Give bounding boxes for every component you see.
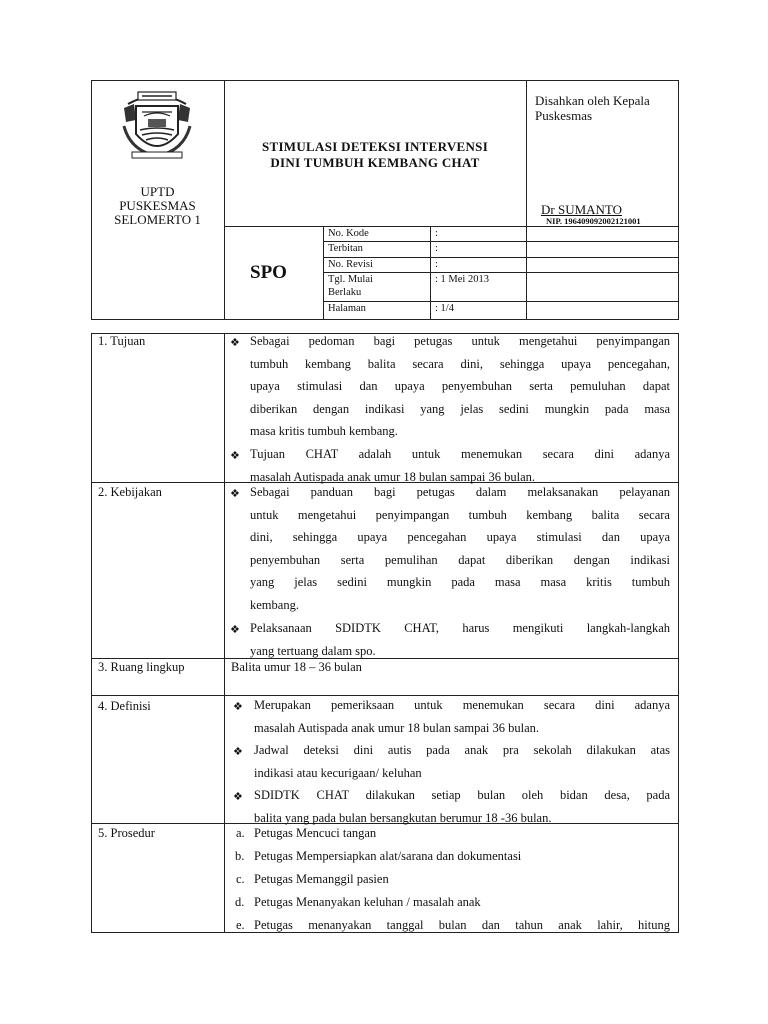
step-marker: b. bbox=[235, 849, 245, 863]
definisi-b1-l2: masalah Autispada anak umur 18 bulan sampai 36 bulan. bbox=[254, 720, 540, 735]
diamond-bullet-icon: ❖ bbox=[233, 746, 243, 758]
meta-value-terbitan: : bbox=[435, 243, 438, 254]
kebijakan-b1-l1: Sebagai panduan bagi petugas dalam melaksanakan pelayanan bbox=[250, 485, 670, 499]
meta-value-halaman: : 1/4 bbox=[435, 303, 454, 314]
step-text: Petugas Mempersiapkan alat/sarana dan dokumentasi bbox=[254, 849, 522, 863]
diamond-bullet-icon: ❖ bbox=[233, 791, 243, 803]
doctor-name: Dr SUMANTO bbox=[541, 202, 623, 217]
kebijakan-b1-l4: penyembuhan serta pemulihan dapat diberikan dengan indikasi bbox=[250, 552, 670, 567]
meta-value-revisi: : bbox=[435, 259, 438, 270]
diamond-bullet-icon: ❖ bbox=[230, 450, 240, 462]
step-text: Petugas Menanyakan keluhan / masalah anak bbox=[254, 895, 481, 909]
meta-label-revisi: No. Revisi bbox=[328, 259, 373, 270]
tujuan-b1-l3: upaya stimulasi dan upaya penyembuhan serta pemuluhan dapat bbox=[250, 379, 670, 393]
definisi-b3-l2: balita yang pada bulan bersangkutan berumur 18 -36 bulan. bbox=[254, 810, 552, 825]
tujuan-b1-l2: tumbuh kembang balita secara dini, sehingga upaya pencegahan, bbox=[250, 356, 670, 371]
step-marker: e. bbox=[236, 918, 245, 932]
tujuan-b1-l1: Sebagai pedoman bagi petugas untuk mengetahui penyimpangan bbox=[250, 334, 670, 348]
kebijakan-b2-l1: Pelaksanaan SDIDTK CHAT, harus mengikuti langkah-langkah bbox=[250, 621, 670, 635]
section-label-ruang: 3. Ruang lingkup bbox=[98, 660, 185, 674]
definisi-bullet-1 bbox=[254, 694, 670, 739]
step-text: Petugas Memanggil pasien bbox=[254, 872, 389, 886]
meta-label-tgl-1: Tgl. Mulai bbox=[328, 274, 373, 285]
doctor-nip: NIP. 196409092002121001 bbox=[546, 216, 641, 226]
puskesmas-logo bbox=[118, 86, 196, 164]
tujuan-bullet-1 bbox=[250, 330, 670, 443]
diamond-bullet-icon: ❖ bbox=[230, 337, 240, 349]
step-text: Petugas Mencuci tangan bbox=[254, 826, 377, 840]
meta-row-line-2 bbox=[323, 257, 679, 258]
definisi-bullet-2 bbox=[254, 739, 670, 784]
definisi-bullet-3 bbox=[254, 784, 670, 829]
meta-label-terbitan: Terbitan bbox=[328, 243, 363, 254]
definisi-b2-l1: Jadwal deteksi dini autis pada anak pra sekolah dilakukan atas bbox=[254, 743, 670, 757]
approval-line-2: Puskesmas bbox=[535, 108, 593, 123]
kebijakan-bullet-1 bbox=[250, 481, 670, 616]
unit-name-line-1: UPTD bbox=[140, 184, 175, 199]
definisi-b1-l1: Merupakan pemeriksaan untuk menemukan secara dini adanya bbox=[254, 698, 670, 712]
meta-row-line-3 bbox=[323, 272, 679, 273]
kebijakan-b1-l3: dini, sehingga upaya pencegahan upaya stimulasi dan upaya bbox=[250, 530, 670, 544]
document-title-line-1: STIMULASI DETEKSI INTERVENSI bbox=[261, 139, 489, 154]
meta-value-kode: : bbox=[435, 228, 438, 239]
kebijakan-b2-l2: yang tertuang dalam spo. bbox=[250, 643, 376, 658]
section-label-tujuan: 1. Tujuan bbox=[98, 334, 146, 348]
tujuan-b2-l2: masalah Autispada anak umur 18 bulan sampai 36 bulan. bbox=[250, 469, 536, 484]
meta-row-line-4 bbox=[323, 301, 679, 302]
kebijakan-bullet-2 bbox=[250, 617, 670, 662]
step-marker: c. bbox=[236, 872, 245, 886]
spo-label: SPO bbox=[250, 262, 287, 283]
approval-line-1: Disahkan oleh Kepala bbox=[535, 93, 650, 108]
ruang-lingkup-text: Balita umur 18 – 36 bulan bbox=[231, 660, 362, 674]
header-divider-1 bbox=[224, 80, 225, 320]
step-marker: d. bbox=[235, 895, 245, 909]
header-divider-h bbox=[224, 226, 679, 227]
header-divider-2 bbox=[526, 80, 527, 320]
meta-row-line-1 bbox=[323, 241, 679, 242]
tujuan-b2-l1: Tujuan CHAT adalah untuk menemukan secara dini adanya bbox=[250, 447, 670, 461]
content-col-divider bbox=[224, 333, 225, 933]
tujuan-b1-l5: masa kritis tumbuh kembang. bbox=[250, 424, 398, 438]
kebijakan-b1-l6: kembang. bbox=[250, 597, 299, 612]
section-label-kebijakan: 2. Kebijakan bbox=[98, 485, 162, 499]
diamond-bullet-icon: ❖ bbox=[233, 701, 243, 713]
meta-label-kode: No. Kode bbox=[328, 228, 369, 239]
step-marker: a. bbox=[236, 826, 245, 840]
kebijakan-b1-l2: untuk mengetahui penyimpangan tumbuh kembang balita secara bbox=[250, 507, 670, 522]
section-label-prosedur: 5. Prosedur bbox=[98, 826, 155, 840]
diamond-bullet-icon: ❖ bbox=[230, 624, 240, 636]
step-text: Petugas menanyakan tanggal bulan dan tahun anak lahir, hitung bbox=[254, 918, 670, 932]
meta-label-tgl-2: Berlaku bbox=[328, 287, 362, 298]
meta-value-tgl: : 1 Mei 2013 bbox=[435, 274, 489, 285]
kebijakan-b1-l5: yang jelas sedini mungkin pada masa masa kritis tumbuh bbox=[250, 575, 670, 589]
section-label-definisi: 4. Definisi bbox=[98, 699, 151, 713]
definisi-b3-l1: SDIDTK CHAT dilakukan setiap bulan oleh bidan desa, pada bbox=[254, 788, 670, 802]
unit-name-line-3: SELOMERTO 1 bbox=[114, 212, 201, 227]
unit-name-line-2: PUSKESMAS bbox=[119, 198, 196, 213]
definisi-b2-l2: indikasi atau kecurigaan/ keluhan bbox=[254, 765, 422, 780]
meta-label-halaman: Halaman bbox=[328, 303, 366, 314]
tujuan-b1-l4: diberikan dengan indikasi yang jelas sedini mungkin pada masa bbox=[250, 401, 670, 416]
diamond-bullet-icon: ❖ bbox=[230, 488, 240, 500]
document-title-line-2: DINI TUMBUH KEMBANG CHAT bbox=[270, 155, 480, 170]
